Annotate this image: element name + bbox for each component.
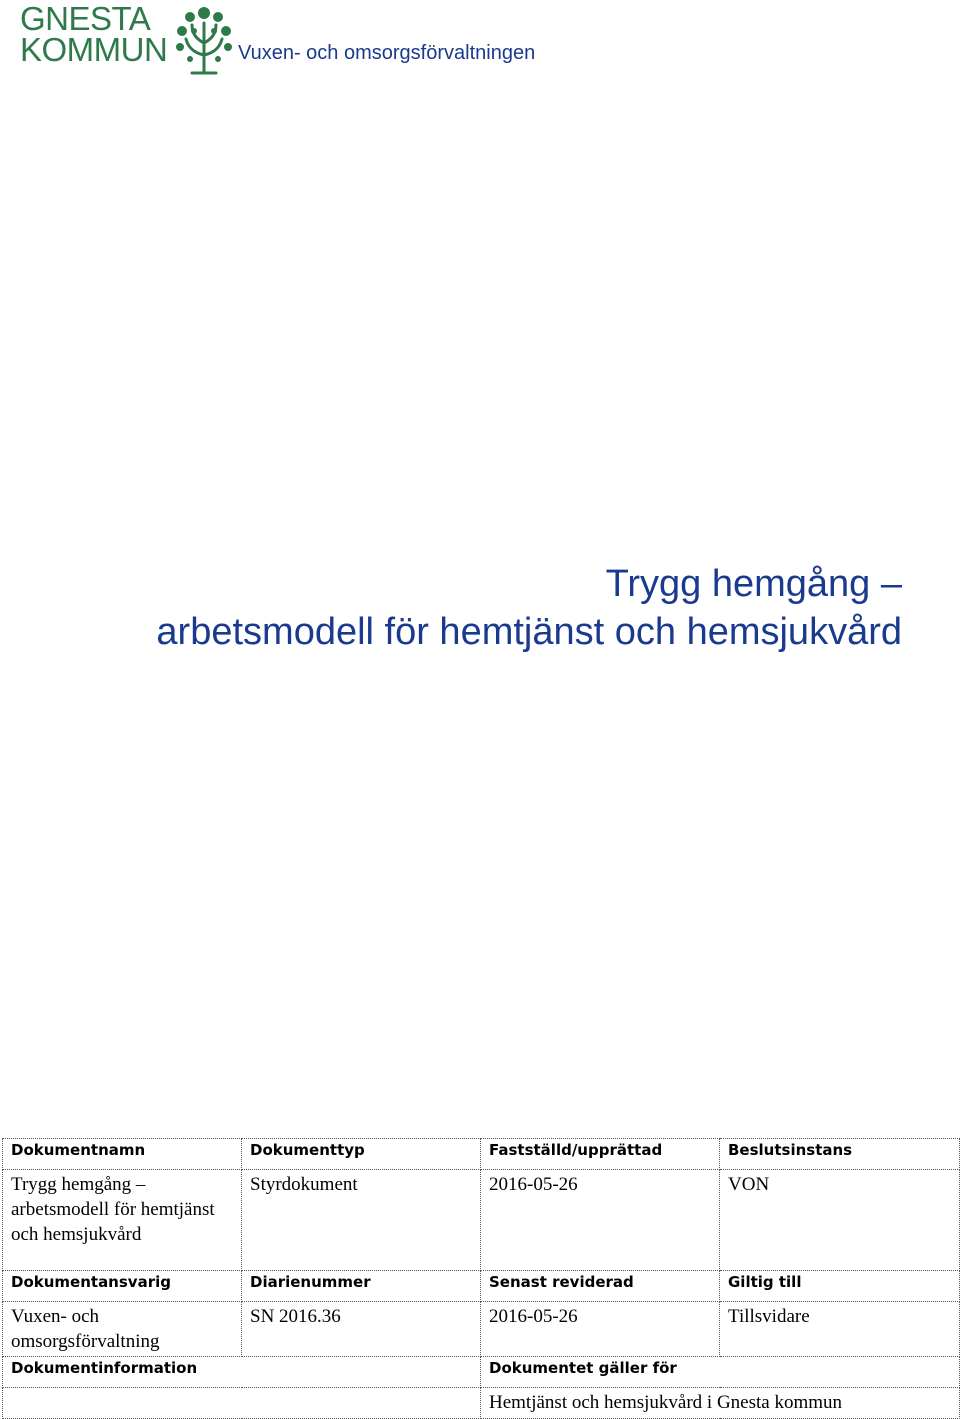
header-cell-faststalld: Fastställd/upprättad <box>481 1139 720 1170</box>
department-name: Vuxen- och omsorgsförvaltningen <box>238 42 536 64</box>
gnesta-kommun-logo <box>20 0 225 73</box>
value-cell-galler-for: Hemtjänst och hemsjukvård i Gnesta kommun <box>481 1388 960 1419</box>
document-info-table <box>2 1138 960 1419</box>
value-cell-beslutsinstans: VON <box>720 1170 960 1271</box>
page-header <box>0 0 960 80</box>
header-cell-dokumentansvarig: Dokumentansvarig <box>3 1271 242 1302</box>
document-title <box>156 560 902 656</box>
value-cell-giltig-till: Tillsvidare <box>720 1302 960 1357</box>
table-row <box>3 1388 960 1419</box>
value-cell-dokumenttyp: Styrdokument <box>242 1170 481 1271</box>
logo-line-1: GNESTA <box>20 0 151 37</box>
header-cell-diarienummer: Diarienummer <box>242 1271 481 1302</box>
title-line-1: Trygg hemgång – <box>605 563 902 605</box>
value-cell-dokumentnamn: Trygg hemgång – arbetsmodell för hemtjänst och hemsjukvård <box>3 1170 242 1271</box>
table-row <box>3 1271 960 1302</box>
header-cell-giltig-till: Giltig till <box>720 1271 960 1302</box>
header-cell-beslutsinstans: Beslutsinstans <box>720 1139 960 1170</box>
header-cell-dokumentnamn: Dokumentnamn <box>3 1139 242 1170</box>
logo-line-2: KOMMUN <box>20 31 168 68</box>
table-row <box>3 1302 960 1357</box>
header-cell-dokumentinformation: Dokumentinformation <box>3 1357 481 1388</box>
value-cell-dokumentinformation <box>3 1388 481 1419</box>
tree-icon <box>168 3 240 75</box>
table-row <box>3 1357 960 1388</box>
value-cell-senast-reviderad: 2016-05-26 <box>481 1302 720 1357</box>
header-cell-dokumenttyp: Dokumenttyp <box>242 1139 481 1170</box>
header-cell-galler-for: Dokumentet gäller för <box>481 1357 960 1388</box>
logo-wordmark <box>20 0 168 68</box>
table-row <box>3 1170 960 1271</box>
value-cell-dokumentansvarig: Vuxen- och omsorgsförvaltning <box>3 1302 242 1357</box>
title-line-2: arbetsmodell för hemtjänst och hemsjukvård <box>156 611 902 653</box>
table-row <box>3 1139 960 1170</box>
value-cell-faststalld: 2016-05-26 <box>481 1170 720 1271</box>
value-cell-diarienummer: SN 2016.36 <box>242 1302 481 1357</box>
header-cell-senast-reviderad: Senast reviderad <box>481 1271 720 1302</box>
